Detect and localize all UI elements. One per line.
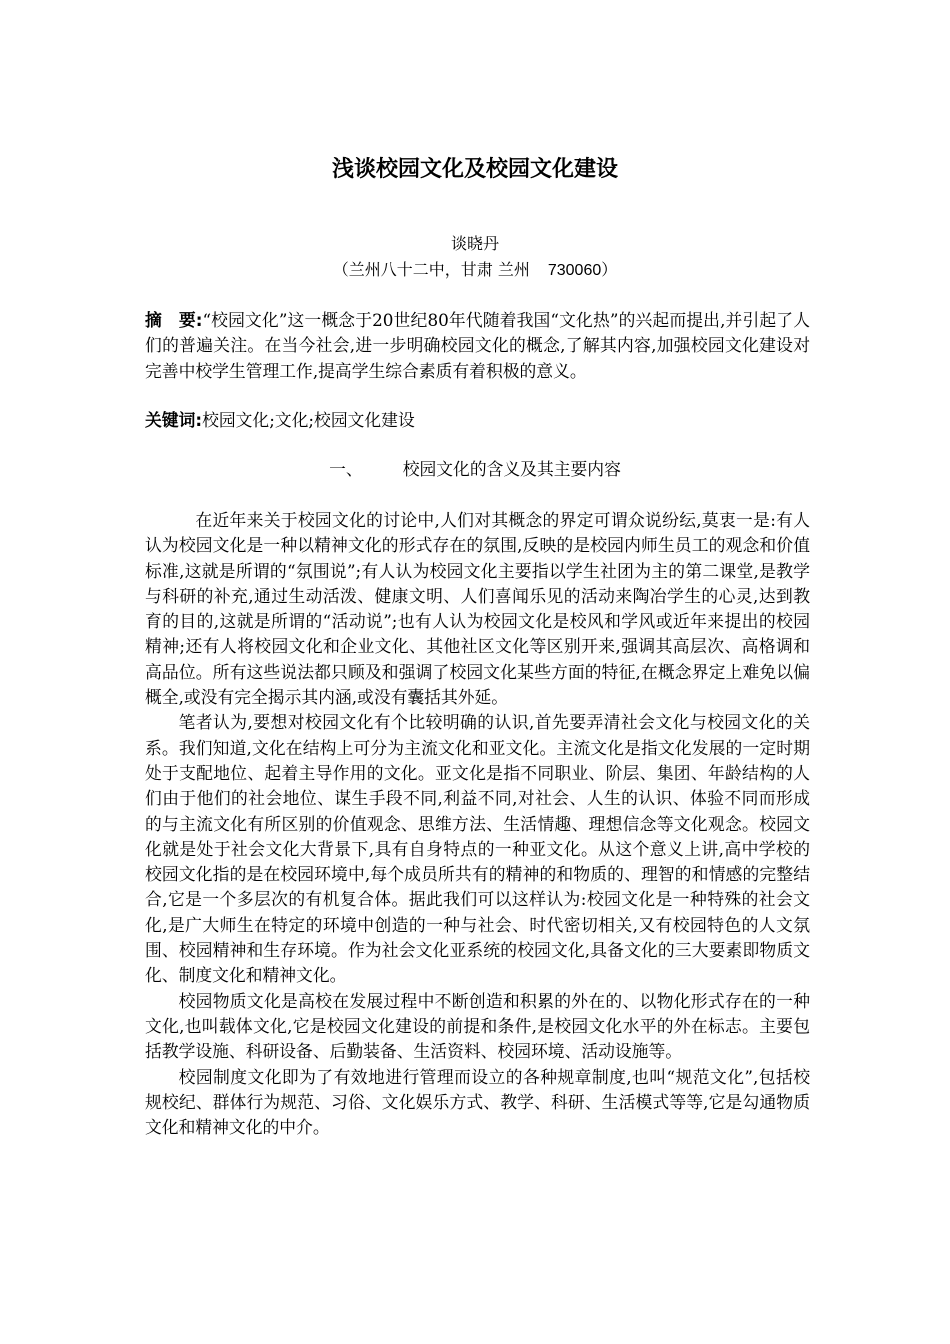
- abstract: [145, 308, 810, 384]
- body-text: [145, 508, 810, 1140]
- section-heading-1: [0, 456, 950, 482]
- section-number: 一、: [329, 459, 363, 479]
- author-affiliation: [0, 258, 950, 283]
- page-title: 浅谈校园文化及校园文化建设: [331, 157, 618, 182]
- paragraph-2: 笔者认为,要想对校园文化有个比较明确的认识,首先要弄清社会文化与校园文化的关系。我们知道,文化在结构上可分为主流文化和亚文化。主流文化是指文化发展的一定时期处于支配地位、起着主导作用的文化。亚文化是指不同职业、阶层、集团、年龄结构的人们由于他们的社会地位、谋生手段不同,利益不同,对社会、人生的认识、体验不同而形成的与主流文化有所区别的价值观念、思维方法、生活情趣、理想信念等文化观念。校园文化就是处于社会文化大背景下,具有自身特点的一种亚文化。从这个意义上讲,高中学校的校园文化指的是在校园环境中,每个成员所共有的精神的和物质的、理智的和情感的完整结合,它是一个多层次的有机复合体。据此我们可以这样认为:校园文化是一种特殊的社会文化,是广大师生在特定的环境中创造的一种与社会、时代密切相关,又有校园特色的人文氛围、校园精神和生存环境。作为社会文化亚系统的校园文化,具备文化的三大要素即物质文化、制度文化和精神文化。: [145, 712, 810, 986]
- paragraph-4: 校园制度文化即为了有效地进行管理而设立的各种规章制度,也叫“规范文化”,包括校规校纪、群体行为规范、习俗、文化娱乐方式、教学、科研、生活模式等等,它是勾通物质文化和精神文化的中介。: [145, 1066, 810, 1138]
- abstract-text: “校园文化”这一概念于20世纪80年代随着我国“文化热”的兴起而提出,并引起了人们的普遍关注。在当今社会,进一步明确校园文化的概念,了解其内容,加强校园文化建设对完善中校学生管理工作,提高学生综合素质有着积极的意义。: [145, 310, 810, 381]
- keywords: [145, 408, 810, 433]
- paragraph-1: 在近年来关于校园文化的讨论中,人们对其概念的界定可谓众说纷纭,莫衷一是:有人认为校园文化是一种以精神文化的形式存在的氛围,反映的是校园内师生员工的观念和价值标准,这就是所谓的“氛围说”;有人认为校园文化主要指以学生社团为主的第二课堂,是教学与科研的补充,通过生动活泼、健康文明、人们喜闻乐见的活动来陶冶学生的心灵,达到教育的目的,这就是所谓的“活动说”;也有人认为校园文化是校风和学风或近年来提出的校园精神;还有人将校园文化和企业文化、其他社区文化等区别开来,强调其高层次、高格调和高品位。所有这些说法都只顾及和强调了校园文化某些方面的特征,在概念界定上难免以偏概全,或没有完全揭示其内涵,或没有囊括其外延。: [145, 510, 810, 708]
- affiliation-text: （兰州八十二中，甘肃 兰州: [332, 260, 530, 279]
- keywords-label: 关键词:: [145, 410, 203, 430]
- keywords-text: 校园文化;文化;校园文化建设: [202, 410, 415, 430]
- paragraph-3: 校园物质文化是高校在发展过程中不断创造和积累的外在的、以物化形式存在的一种文化,也叫载体文化,它是校园文化建设的前提和条件,是校园文化水平的外在标志。主要包括教学设施、科研设备、后勤装备、生活资料、校园环境、活动设施等。: [145, 990, 810, 1062]
- author-name: 谈晓丹: [450, 234, 499, 253]
- abstract-label: 摘 要:: [145, 310, 203, 330]
- section-title: 校园文化的含义及其主要内容: [402, 459, 621, 479]
- affiliation-postcode: 730060）: [547, 262, 618, 279]
